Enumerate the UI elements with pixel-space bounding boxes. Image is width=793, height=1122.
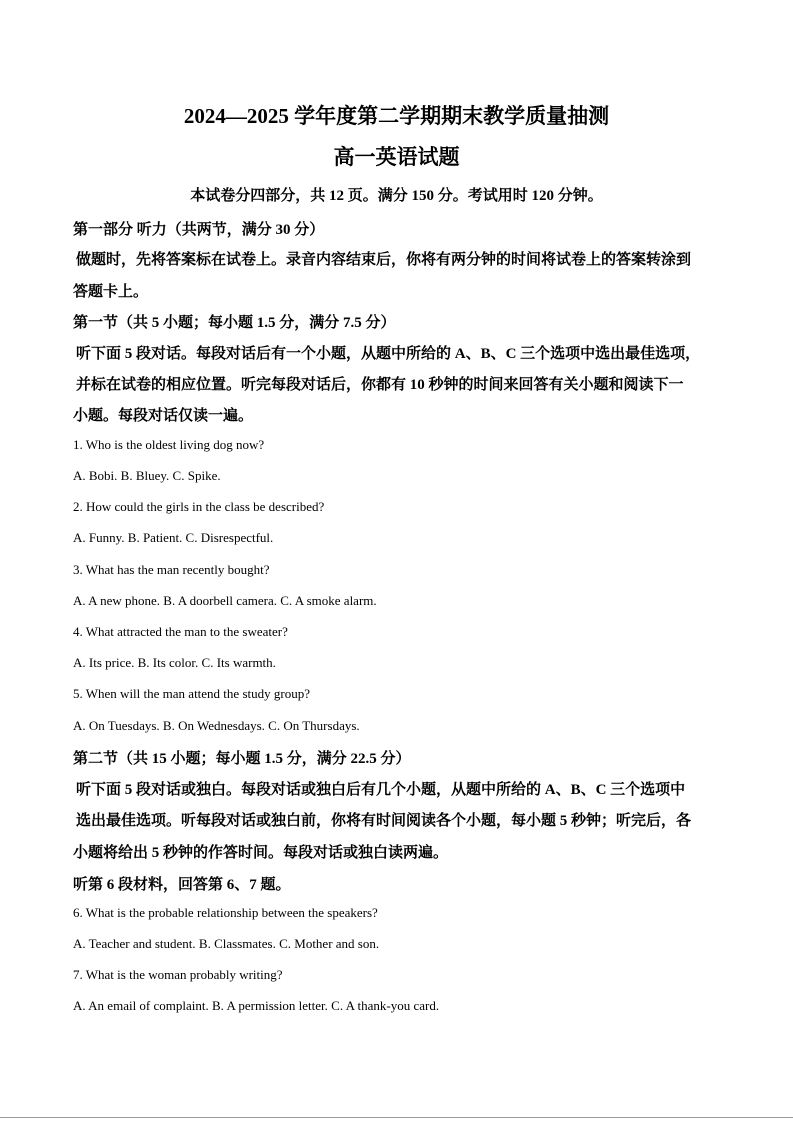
question-5: 5. When will the man attend the study group? bbox=[73, 686, 310, 701]
section2-heading: 第二节（共 15 小题；每小题 1.5 分，满分 22.5 分） bbox=[73, 751, 411, 767]
section2-instruction-line: 选出最佳选项。听每段对话或独白前，你将有时间阅读各个小题，每小题 5 秒钟；听完后，各 bbox=[76, 813, 692, 829]
question-4: 4. What attracted the man to the sweater? bbox=[73, 624, 288, 639]
page-bottom-rule bbox=[0, 1117, 793, 1118]
question-3: 3. What has the man recently bought? bbox=[73, 562, 270, 577]
question-6-options: A. Teacher and student. B. Classmates. C. Mother and son. bbox=[73, 936, 380, 951]
question-3-options: A. A new phone. B. A doorbell camera. C. A smoke alarm. bbox=[73, 593, 377, 608]
section1-instruction-line: 小题。每段对话仅读一遍。 bbox=[73, 408, 254, 424]
section2-instruction-line: 听下面 5 段对话或独白。每段对话或独白后有几个小题，从题中所给的 A、B、C 三个选项中 bbox=[76, 782, 686, 798]
part1-instruction-line: 答题卡上。 bbox=[73, 284, 149, 300]
question-2: 2. How could the girls in the class be described? bbox=[73, 499, 325, 514]
exam-subject: 高一英语试题 bbox=[333, 145, 460, 169]
exam-title: 2024—2025 学年度第二学期期末教学质量抽测 bbox=[183, 104, 610, 128]
question-1: 1. Who is the oldest living dog now? bbox=[73, 437, 265, 452]
section1-instruction-line: 并标在试卷的相应位置。听完每段对话后，你都有 10 秒钟的时间来回答有关小题和阅读下一 bbox=[76, 377, 684, 393]
part1-instruction-line: 做题时，先将答案标在试卷上。录音内容结束后，你将有两分钟的时间将试卷上的答案转涂到 bbox=[76, 252, 692, 268]
section1-instruction-line: 听下面 5 段对话。每段对话后有一个小题，从题中所给的 A、B、C 三个选项中选出最佳选项， bbox=[76, 346, 701, 362]
question-7: 7. What is the woman probably writing? bbox=[73, 967, 283, 982]
question-6: 6. What is the probable relationship between the speakers? bbox=[73, 905, 378, 920]
material-6-heading: 听第 6 段材料，回答第 6、7 题。 bbox=[73, 877, 291, 893]
question-4-options: A. Its price. B. Its color. C. Its warmth. bbox=[73, 655, 276, 670]
part1-heading: 第一部分 听力（共两节，满分 30 分） bbox=[73, 222, 325, 238]
question-5-options: A. On Tuesdays. B. On Wednesdays. C. On Thursdays. bbox=[73, 718, 360, 733]
question-7-options: A. An email of complaint. B. A permission letter. C. A thank-you card. bbox=[73, 998, 440, 1013]
exam-info: 本试卷分四部分，共 12 页。满分 150 分。考试用时 120 分钟。 bbox=[190, 188, 603, 204]
section2-instruction-line: 小题将给出 5 秒钟的作答时间。每段对话或独白读两遍。 bbox=[73, 845, 449, 861]
section1-heading: 第一节（共 5 小题；每小题 1.5 分，满分 7.5 分） bbox=[73, 315, 396, 331]
question-1-options: A. Bobi. B. Bluey. C. Spike. bbox=[73, 468, 221, 483]
question-2-options: A. Funny. B. Patient. C. Disrespectful. bbox=[73, 530, 274, 545]
